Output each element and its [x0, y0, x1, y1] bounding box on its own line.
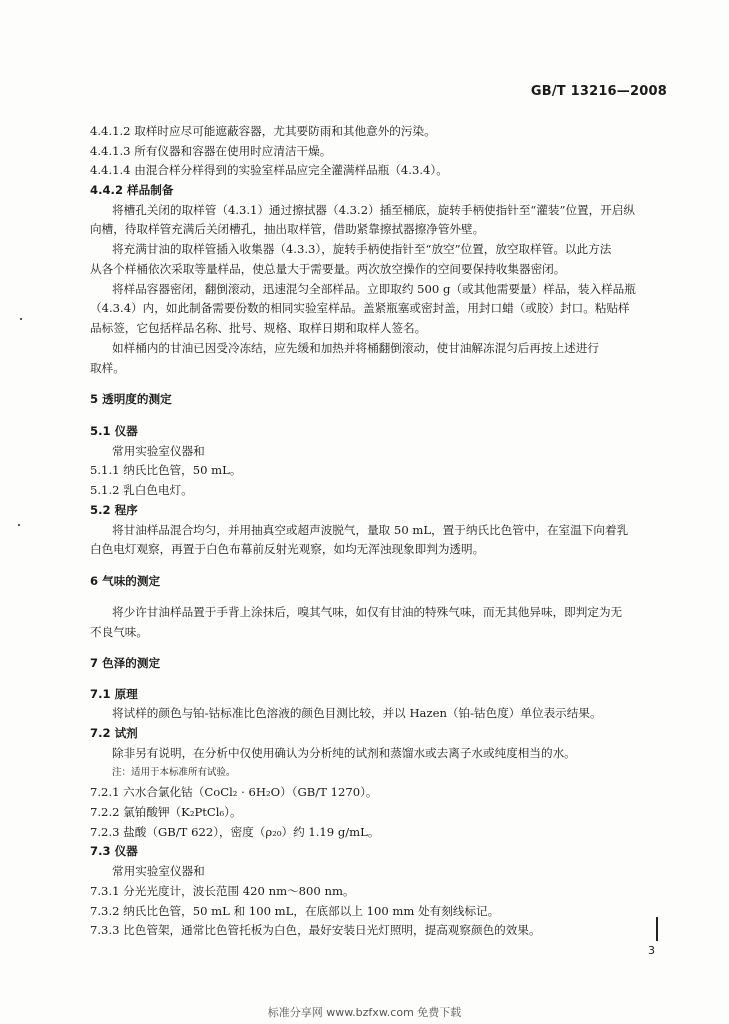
heading-5-2: 5.2 程序 — [90, 503, 138, 517]
clause-7-3-3: 7.3.3 比色管架，通常比色管托板为白色，最好安装日光灯照明，提高观察颜色的效果。 — [90, 923, 541, 937]
paragraph-line: 常用实验室仪器和 — [112, 864, 205, 878]
paragraph-line: 取样。 — [90, 361, 125, 375]
clause-4-4-1-2: 4.4.1.2 取样时应尽可能遮蔽容器，尤其要防雨和其他意外的污染。 — [90, 124, 436, 138]
paragraph-line: 除非另有说明，在分析中仅使用确认为分析纯的试剂和蒸馏水或去离子水或纯度相当的水。 — [112, 746, 576, 760]
clause-4-4-1-4: 4.4.1.4 由混合样分样得到的实验室样品应完全灌满样品瓶（4.3.4）。 — [90, 163, 448, 177]
clause-7-3-2: 7.3.2 纳氏比色管，50 mL 和 100 mL，在底部以上 100 mm 处有刻线标记。 — [90, 904, 500, 918]
heading-5-1: 5.1 仪器 — [90, 424, 138, 438]
paragraph-line: 将充满甘油的取样管插入收集器（4.3.3），旋转手柄使指针至“放空”位置，放空取样管。以此方法 — [112, 242, 612, 256]
clause-7-3-1: 7.3.1 分光光度计，波长范围 420 nm～800 nm。 — [90, 884, 355, 898]
paragraph-line: 将甘油样品混合均匀，并用抽真空或超声波脱气，量取 50 mL，置于纳氏比色管中，在室温下向着乳 — [112, 523, 629, 537]
scan-speck — [18, 524, 20, 526]
heading-4-4-2: 4.4.2 样品制备 — [90, 183, 174, 197]
clause-4-4-1-3: 4.4.1.3 所有仪器和容器在使用时应清洁干燥。 — [90, 144, 332, 158]
note-line: 注：适用于本标准所有试验。 — [112, 767, 236, 778]
paragraph-line: 常用实验室仪器和 — [112, 444, 205, 458]
paragraph-line: 将槽孔关闭的取样管（4.3.1）通过擦拭器（4.3.2）插至桶底，旋转手柄使指针至“灌装”位置，开启纵 — [112, 203, 636, 217]
heading-7-1: 7.1 原理 — [90, 687, 138, 701]
clause-5-1-2: 5.1.2 乳白色电灯。 — [90, 483, 193, 497]
paragraph-line: 将样品容器密闭，翻倒滚动，迅速混匀全部样品。立即取约 500 g（或其他需要量）样品，装入样品瓶 — [112, 282, 636, 296]
paragraph-line: 从各个样桶依次采取等量样品，使总量大于需要量。两次放空操作的空间要保持收集器密闭。 — [90, 262, 566, 276]
heading-6: 6 气味的测定 — [90, 574, 161, 588]
paragraph-line: 白色电灯观察，再置于白色布幕前反射光观察，如均无浑浊现象即判为透明。 — [90, 542, 485, 556]
paragraph-line: 将试样的颜色与铂-钴标准比色溶液的颜色目测比较，并以 Hazen（铂-钴色度）单位表示结果。 — [112, 706, 602, 720]
paragraph-line: 不良气味。 — [90, 625, 148, 639]
scan-speck — [20, 318, 22, 320]
clause-5-1-1: 5.1.1 纳氏比色管，50 mL。 — [90, 463, 242, 477]
standard-code: GB/T 13216—2008 — [530, 84, 667, 99]
paragraph-line: （4.3.4）内，如此制备需要份数的相同实验室样品。盖紧瓶塞或密封盖，用封口蜡（或胶）封口。粘贴样 — [90, 301, 630, 315]
margin-change-bar — [656, 917, 658, 941]
paragraph-line: 如样桶内的甘油已因受冷冻结，应先缓和加热并将桶翻倒滚动，使甘油解冻混匀后再按上述进行 — [112, 341, 599, 355]
heading-7: 7 色泽的测定 — [90, 656, 161, 670]
paragraph-line: 向槽，待取样管充满后关闭槽孔，抽出取样管，借助紧靠擦拭器擦净管外壁。 — [90, 222, 485, 236]
clause-7-2-1: 7.2.1 六水合氯化钴（CoCl₂ · 6H₂O）（GB/T 1270）。 — [90, 785, 378, 799]
paragraph-line: 品标签，它包括样品名称、批号、规格、取样日期和取样人签名。 — [90, 321, 427, 335]
heading-5: 5 透明度的测定 — [90, 392, 172, 406]
heading-7-3: 7.3 仪器 — [90, 844, 138, 858]
heading-7-2: 7.2 试剂 — [90, 726, 138, 740]
footer-watermark: 标准分享网 www.bzfxw.com 免费下载 — [267, 1006, 462, 1019]
paragraph-line: 将少许甘油样品置于手背上涂抹后，嗅其气味，如仅有甘油的特殊气味，而无其他异味，即判定为无 — [112, 605, 623, 619]
clause-7-2-2: 7.2.2 氯铂酸钾（K₂PtCl₆）。 — [90, 805, 242, 819]
page-number: 3 — [648, 944, 655, 957]
clause-7-2-3: 7.2.3 盐酸（GB/T 622），密度（ρ₂₀）约 1.19 g/mL。 — [90, 825, 380, 839]
